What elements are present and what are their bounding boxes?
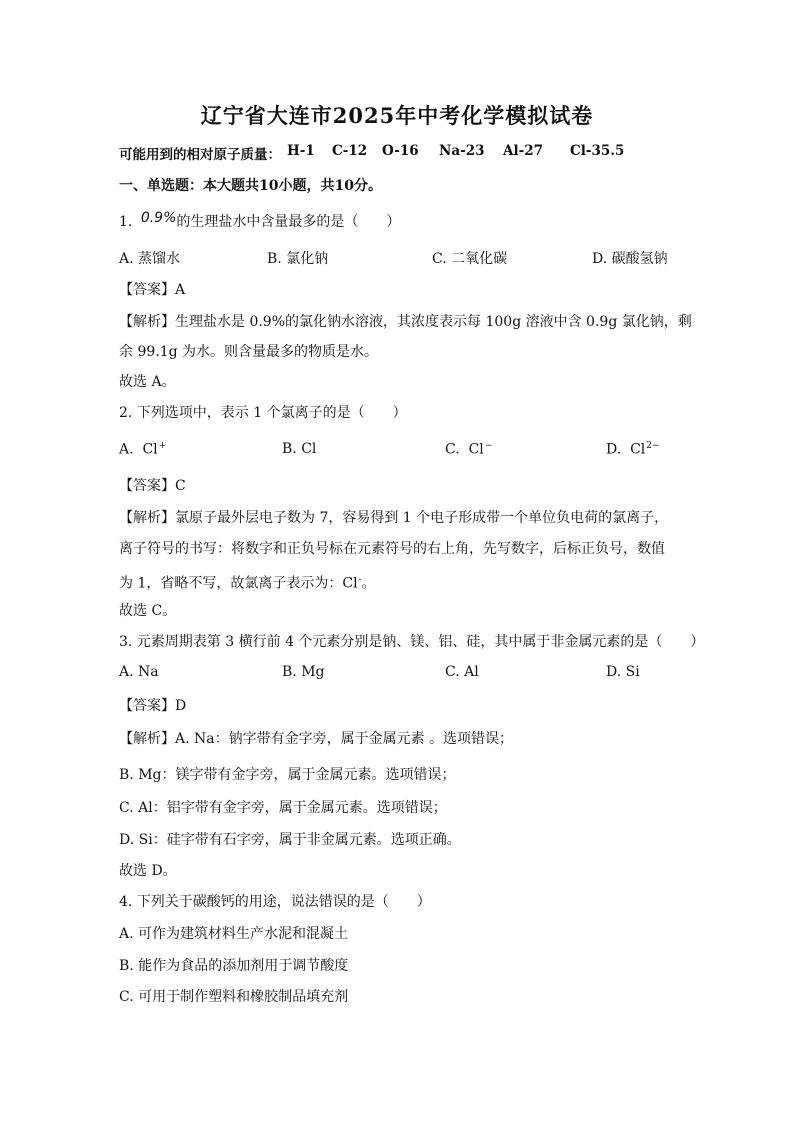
q2-option-d — [606, 441, 660, 458]
q2-option-a — [119, 441, 166, 458]
q3-option-c: C. Al — [445, 664, 479, 680]
q4-option-b: B. 能作为食品的添加剂用于调节酸度 — [119, 958, 349, 974]
q3-analysis-line-2: B. Mg：镁字带有金字旁，属于金属元素。选项错误； — [119, 767, 456, 783]
option-label: D. — [606, 441, 622, 458]
q3-option-a: A. Na — [119, 664, 159, 680]
section-heading: 一、单选题：本大题共10小题，共10分。 — [119, 178, 382, 194]
q3-conclusion: 故选 D。 — [119, 863, 177, 879]
q1-analysis-line-2: 余 99.1g 为水。则含量最多的物质是水。 — [119, 344, 379, 360]
q3-analysis-line-4: D. Si：硅字带有石字旁，属于非金属元素。选项正确。 — [119, 832, 461, 848]
element-symbol: Cl — [142, 441, 158, 458]
option-label: B. — [282, 441, 297, 457]
q3-analysis-line-3: C. Al：铝字带有金字旁，属于金属元素。选项错误； — [119, 800, 447, 816]
q1-option-d: D. 碳酸氢钠 — [592, 251, 668, 267]
q2-analysis-line-2: 离子符号的书写：将数字和正负号标在元素符号的右上角，先写数字，后标正负号，数值 — [119, 541, 665, 557]
q3-answer: 【答案】D — [119, 698, 187, 714]
q2-analysis-line-3 — [119, 570, 376, 594]
option-label: C. — [445, 441, 460, 458]
q1-option-b: B. 氯化钠 — [267, 251, 329, 267]
q2-conclusion: 故选 C。 — [119, 603, 177, 619]
question-4: 4. 下列关于碳酸钙的用途，说法错误的是（ ） — [119, 894, 431, 910]
q1-option-a: A. 蒸馏水 — [119, 251, 181, 267]
question-1 — [119, 212, 400, 232]
analysis-text: 为 1，省略不写，故氯离子表示为：Cl — [119, 575, 358, 592]
q4-option-c: C. 可用于制作塑料和橡胶制品填充剂 — [119, 989, 349, 1005]
question-2: 2. 下列选项中，表示 1 个氯离子的是（ ） — [119, 405, 407, 421]
q2-option-b — [282, 441, 316, 457]
q3-option-d: D. Si — [606, 664, 640, 680]
ion-charge: + — [158, 441, 167, 451]
question-3: 3. 元素周期表第 3 横行前 4 个元素分别是钠、镁、铝、硅，其中属于非金属元素的是（ ） — [119, 634, 705, 650]
atomic-mass-item: C-12 — [332, 143, 368, 159]
question-number: 1. — [119, 214, 133, 230]
q1-answer: 【答案】A — [119, 282, 186, 298]
atomic-mass-item: Na-23 — [439, 143, 485, 159]
percent-value: 0.9% — [140, 210, 177, 226]
q2-option-c — [445, 441, 492, 458]
question-stem: 的生理盐水中含量最多的是（ ） — [176, 214, 401, 230]
element-symbol: Cl — [630, 441, 646, 458]
atomic-mass-item: Al-27 — [503, 143, 543, 159]
ion-charge: − — [484, 441, 493, 451]
atomic-mass-item: Cl-35.5 — [570, 143, 625, 159]
q1-analysis-line-1: 【解析】生理盐水是 0.9%的氯化钠水溶液，其浓度表示每 100g 溶液中含 0.9g 氯化钠，剩 — [119, 314, 692, 330]
atomic-mass-item: O-16 — [382, 143, 419, 159]
element-symbol: Cl — [301, 441, 317, 457]
ion-charge: 2− — [646, 441, 660, 451]
option-label: A. — [119, 441, 134, 458]
q1-conclusion: 故选 A。 — [119, 374, 176, 390]
q3-option-b: B. Mg — [282, 664, 325, 680]
ion-charge: - — [358, 575, 362, 585]
q2-answer: 【答案】C — [119, 478, 186, 494]
atomic-masses-label: 可能用到的相对原子质量： — [119, 147, 281, 163]
atomic-mass-item: H-1 — [287, 143, 315, 159]
analysis-text-end: 。 — [361, 575, 376, 592]
q3-analysis-line-1: 【解析】A. Na：钠字带有金字旁，属于金属元素 。选项错误； — [119, 731, 514, 747]
q2-analysis-line-1: 【解析】氯原子最外层电子数为 7，容易得到 1 个电子形成带一个单位负电荷的氯离子， — [119, 510, 669, 526]
page-title: 辽宁省大连市2025年中考化学模拟试卷 — [200, 103, 594, 128]
element-symbol: Cl — [468, 441, 484, 458]
q4-option-a: A. 可作为建筑材料生产水泥和混凝土 — [119, 926, 349, 942]
q1-option-c: C. 二氧化碳 — [432, 251, 508, 267]
